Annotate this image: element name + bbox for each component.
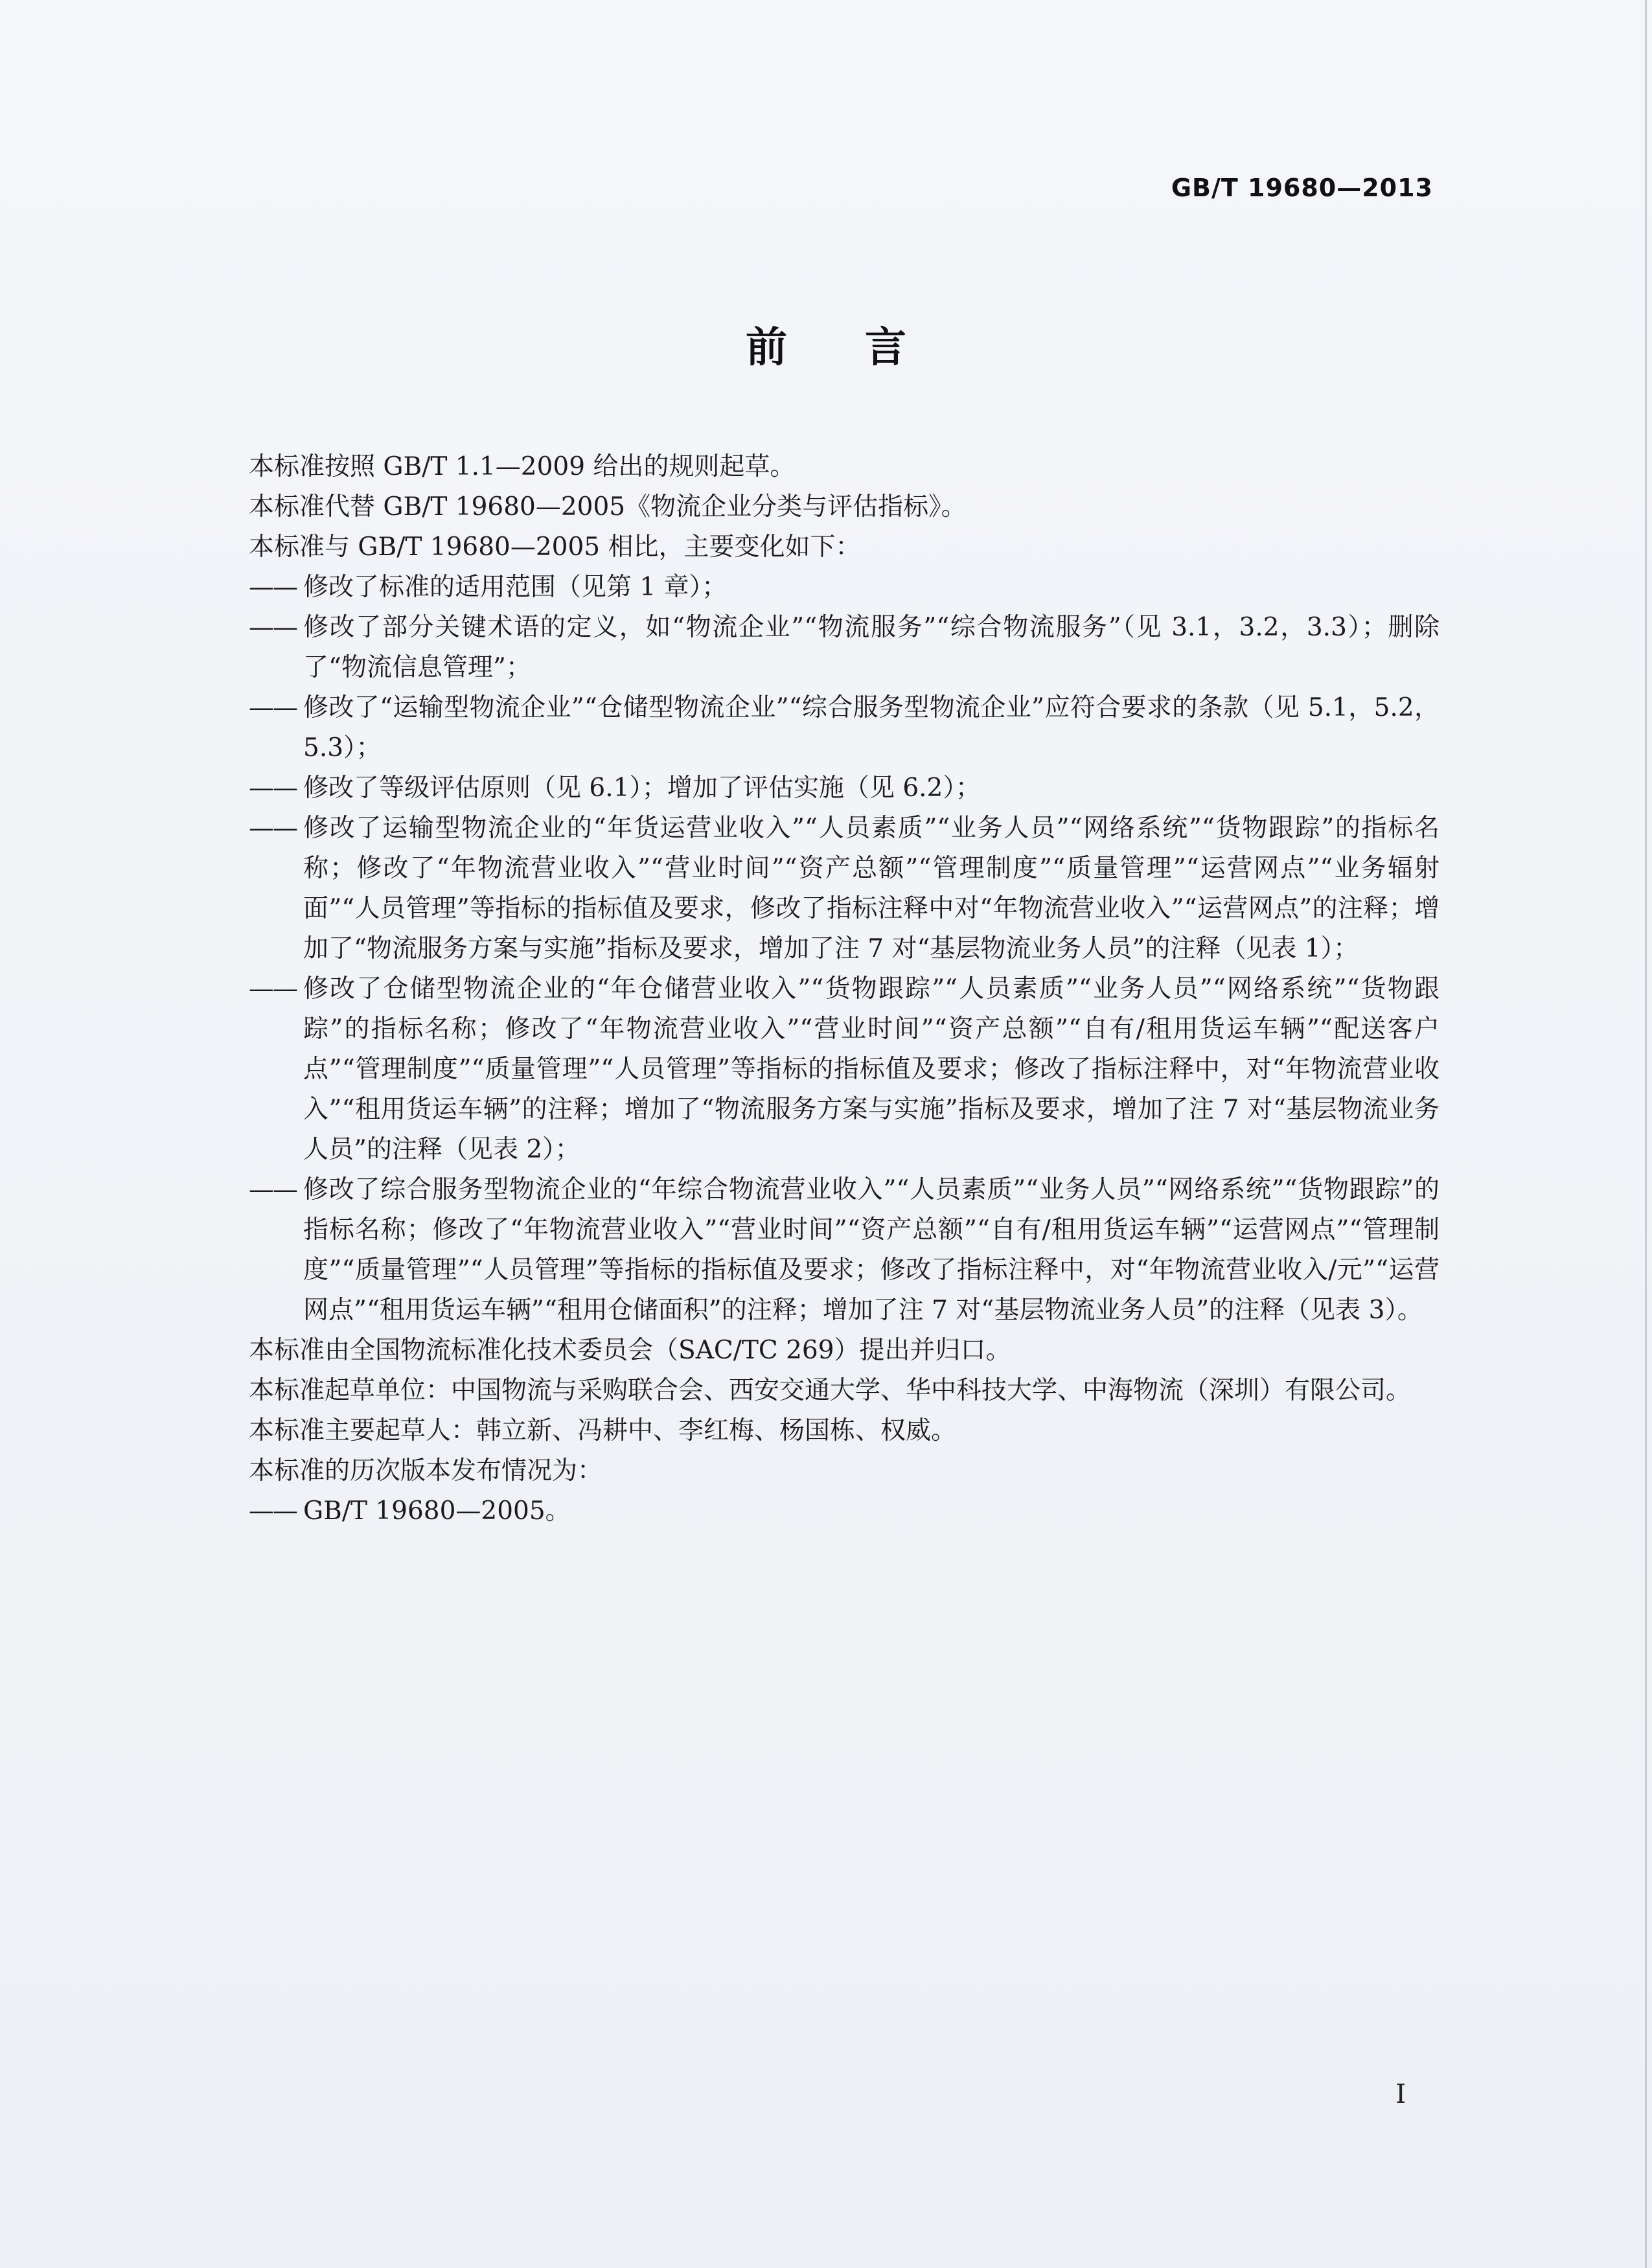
dash-marker: —— [249,1496,297,1526]
change-text: 修改了标准的适用范围（见第 1 章）； [303,573,728,602]
paragraph-drafting-rules: 本标准按照 GB/T 1.1—2009 给出的规则起草。 [249,452,796,481]
change-text: 修改了等级评估原则（见 6.1）；增加了评估实施（见 6.2）； [303,773,981,803]
change-item [189,567,1440,608]
paragraph-history-intro: 本标准的历次版本发布情况为： [249,1456,603,1485]
dash-marker: —— [249,613,297,642]
paragraph-drafters: 本标准主要起草人：韩立新、冯耕中、李红梅、杨国栋、权威。 [249,1416,957,1445]
history-item [189,1491,1440,1531]
change-text: 修改了综合服务型物流企业的“年综合物流营业收入”“人员素质”“业务人员”“网络系统”“货物跟踪”的指标名称；修改了“年物流营业收入”“营业时间”“资产总额”“自有/租用货运车辆”“运营网点”“管理制度”“质量管理”“人员管理”等指标的指标值及要求；修改了指标注释中，对“年物流营业收入/元”“运营网点”“租用货运车辆”“租用仓储面积”的注释；增加了注 7 对“基层物流业务人员”的注释（见表 3）。 [303,1175,1440,1325]
change-item [189,608,1440,688]
standard-code: GB/T 19680—2013 [1171,174,1433,202]
dash-marker: —— [249,573,297,602]
dash-marker: —— [249,814,297,843]
change-item [189,768,1440,808]
document-body [189,447,1440,1531]
dash-marker: —— [249,693,297,722]
change-text: 修改了运输型物流企业的“年货运营业收入”“人员素质”“业务人员”“网络系统”“货物跟踪”的指标名称；修改了“年物流营业收入”“营业时间”“资产总额”“管理制度”“质量管理”“运营网点”“业务辐射面”“人员管理”等指标的指标值及要求，修改了指标注释中对“年物流营业收入”“运营网点”的注释；增加了“物流服务方案与实施”指标及要求，增加了注 7 对“基层物流业务人员”的注释（见表 1）； [303,814,1440,963]
change-text: 修改了仓储型物流企业的“年仓储营业收入”“货物跟踪”“人员素质”“业务人员”“网络系统”“货物跟踪”的指标名称；修改了“年物流营业收入”“营业时间”“资产总额”“自有/租用货运车辆”“配送客户点”“管理制度”“质量管理”“人员管理”等指标的指标值及要求；修改了指标注释中，对“年物流营业收入”“租用货运车辆”的注释；增加了“物流服务方案与实施”指标及要求，增加了注 7 对“基层物流业务人员”的注释（见表 2）； [303,974,1440,1164]
dash-marker: —— [249,974,297,1003]
paragraph-changes-intro: 本标准与 GB/T 19680—2005 相比，主要变化如下： [249,533,861,562]
change-item [189,1170,1440,1331]
change-item [189,808,1440,969]
change-text: 修改了部分关键术语的定义，如“物流企业”“物流服务”“综合物流服务”（见 3.1，3.2，3.3）；删除了“物流信息管理”； [303,613,1440,682]
change-text: 修改了“运输型物流企业”“仓储型物流企业”“综合服务型物流企业”应符合要求的条款（见 5.1，5.2，5.3）； [303,693,1440,762]
paragraph-proposer: 本标准由全国物流标准化技术委员会（SAC/TC 269）提出并归口。 [249,1336,1011,1365]
page-number: I [1395,2079,1406,2109]
dash-marker: —— [249,773,297,803]
dash-marker: —— [249,1175,297,1204]
page-title: 前言 [746,324,984,372]
history-text: GB/T 19680—2005。 [303,1496,571,1526]
change-item [189,969,1440,1170]
change-item [189,688,1440,768]
paragraph-replaces: 本标准代替 GB/T 19680—2005《物流企业分类与评估指标》。 [249,492,967,521]
paragraph-drafting-units: 本标准起草单位：中国物流与采购联合会、西安交通大学、华中科技大学、中海物流（深圳）有限公司。 [249,1376,1412,1405]
